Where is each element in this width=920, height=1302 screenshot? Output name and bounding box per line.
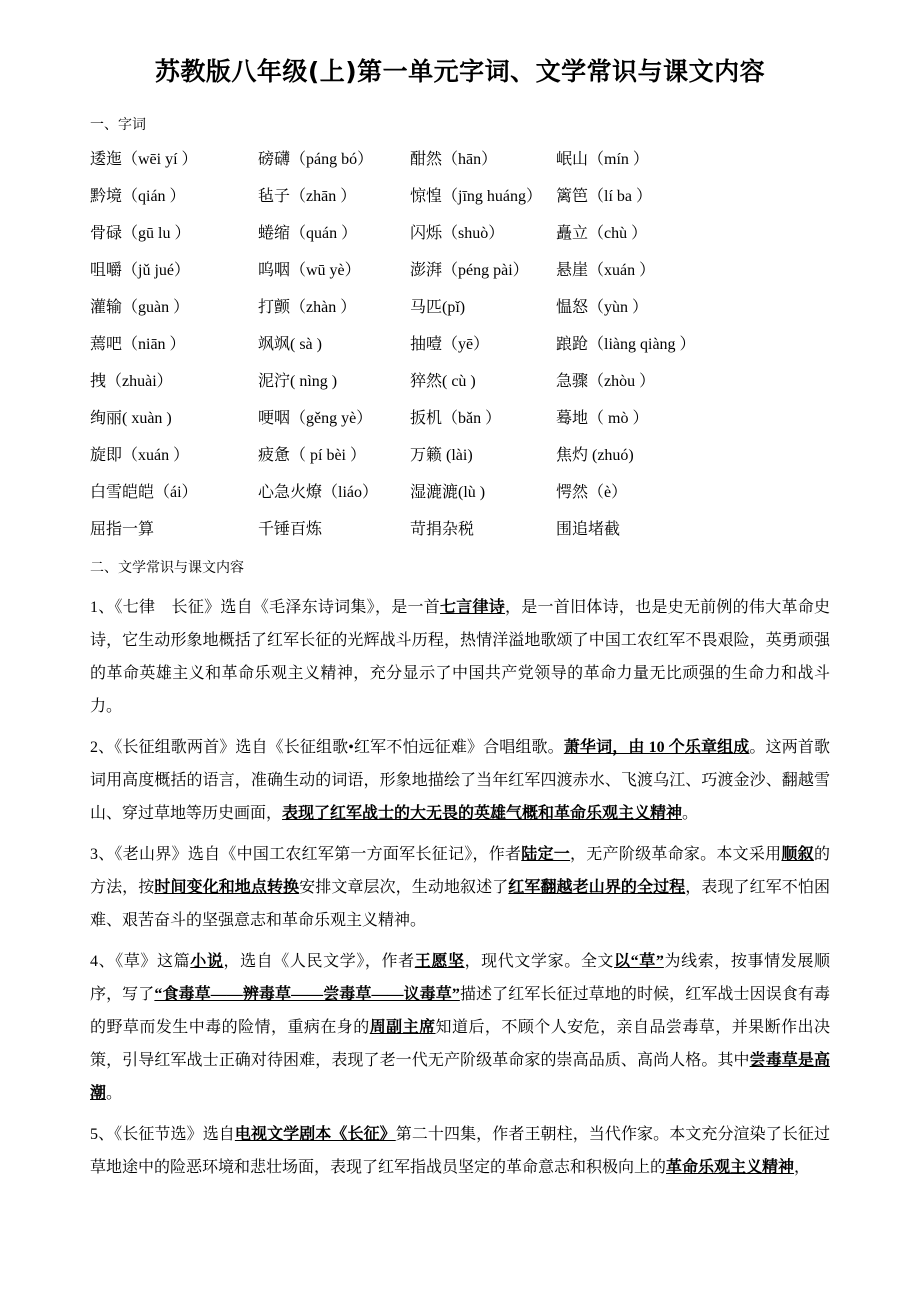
word-row — [90, 150, 830, 170]
emphasized-text: 表现了红军战士的大无畏的英雄气概和革命乐观主义精神 — [282, 805, 683, 822]
word-item: 骨碌（gū lu ） — [90, 225, 191, 242]
word-item: 蓦地（ mò ） — [556, 410, 649, 427]
text-run: 知道后，不顾个人安危，亲自品尝毒草，并果断作出决策，引导红军战士正确对待困难，表现了老一代无产阶级革命家的崇高品质、高尚人格。其中 — [90, 1019, 830, 1069]
word-item: 马匹(pǐ) — [410, 299, 466, 316]
word-item: 磅礴（páng bó） — [258, 151, 374, 168]
text-run: 。 — [106, 1085, 123, 1102]
text-run: ， — [794, 1159, 811, 1176]
word-item: 旋即（xuán ） — [90, 447, 190, 464]
word-item: 闪烁（shuò） — [410, 225, 505, 242]
word-item: 灌输（guàn ） — [90, 299, 190, 316]
word-item: 湿漉漉(lù ) — [410, 484, 486, 501]
text-run: 1、《七律 长征》选自《毛泽东诗词集》，是一首 — [90, 599, 440, 616]
word-item: 黔境（qián ） — [90, 188, 186, 205]
word-item: 踉跄（liàng qiàng ） — [556, 336, 696, 353]
text-run: ，无产阶级革命家。本文采用 — [570, 846, 782, 863]
word-row — [90, 335, 830, 355]
word-item: 心急火燎（liáo） — [258, 484, 378, 501]
word-row — [90, 483, 830, 503]
word-item: 蔫吧（niān ） — [90, 336, 186, 353]
section-content-heading: 二、文学常识与课文内容 — [90, 561, 244, 576]
word-item: 苛捐杂税 — [410, 521, 475, 538]
word-item: 悬崖（xuán ） — [556, 262, 656, 279]
word-row — [90, 520, 830, 540]
word-item: 飒飒( sà ) — [258, 336, 322, 353]
emphasized-text: 王愿坚 — [414, 953, 465, 970]
word-row — [90, 261, 830, 281]
content-paragraph — [90, 945, 830, 1110]
word-item: 咀嚼（jǔ jué） — [90, 262, 190, 279]
text-run: ，现代文学家。全文 — [464, 953, 615, 970]
word-item: 逶迤（wēi yí ） — [90, 151, 198, 168]
word-row — [90, 187, 830, 207]
text-run: 为线索，按事情发展顺序，写了 — [90, 953, 830, 1003]
word-item: 愠怒（yùn ） — [556, 299, 649, 316]
content-paragraph — [90, 591, 830, 723]
emphasized-text: 电视文学剧本《长征》 — [234, 1126, 396, 1143]
emphasized-text: 以“草” — [614, 953, 664, 970]
word-item: 白雪皑皑（ái） — [90, 484, 198, 501]
word-item: 泥泞( nìng ) — [258, 373, 338, 390]
content-paragraph — [90, 731, 830, 830]
word-item: 围追堵截 — [556, 521, 621, 538]
emphasized-text: 萧华词，由 10 个乐章组成 — [563, 739, 750, 756]
word-item: 拽（zhuài） — [90, 373, 173, 390]
content-paragraphs — [90, 591, 830, 1184]
emphasized-text: “食毒草——辨毒草——尝毒草——议毒草” — [154, 986, 460, 1003]
word-item: 哽咽（gěng yè） — [258, 410, 373, 427]
emphasized-text: 红军翻越老山界的全过程 — [508, 879, 686, 896]
word-row — [90, 446, 830, 466]
word-row — [90, 224, 830, 244]
word-row — [90, 372, 830, 392]
word-item: 岷山（mín ） — [556, 151, 649, 168]
word-item: 千锤百炼 — [258, 521, 323, 538]
emphasized-text: 时间变化和地点转换 — [154, 879, 300, 896]
text-run: ，选自《人民文学》，作者 — [223, 953, 415, 970]
section-words-heading: 一、字词 — [90, 118, 146, 133]
emphasized-text: 小说 — [190, 953, 224, 970]
word-item: 疲惫（ pí bèi ） — [258, 447, 366, 464]
word-item: 呜咽（wū yè） — [258, 262, 361, 279]
word-list — [90, 150, 830, 540]
word-item: 惊惶（jīng huáng） — [410, 188, 542, 205]
text-run: 安排文章层次，生动地叙述了 — [299, 879, 509, 896]
document-title: 苏教版八年级(上)第一单元字词、文学常识与课文内容 — [154, 57, 766, 86]
text-run: 描述了红军长征过草地的时候，红军战士因误食有毒的野草而发生中毒的险情，重病在身的 — [90, 986, 830, 1036]
word-row — [90, 298, 830, 318]
emphasized-text: 周副主席 — [369, 1019, 436, 1036]
word-item: 万籁 (lài) — [410, 447, 473, 464]
content-paragraph — [90, 838, 830, 937]
text-run: ，是一首旧体诗，也是史无前例的伟大革命史诗，它生动形象地概括了红军长征的光辉战斗历程，热情洋溢地歌颂了中国工农红军不畏艰险，英勇顽强的革命英雄主义和革命乐观主义精神，充分显示了中国共产党领导的革命力量无比顽强的生命力和战斗力。 — [90, 599, 830, 715]
text-run: 的方法，按 — [90, 846, 830, 896]
word-item: 蜷缩（quán ） — [258, 225, 358, 242]
emphasized-text: 顺叙 — [781, 846, 814, 863]
word-item: 抽噎（yē） — [410, 336, 490, 353]
text-run: 。 — [682, 805, 699, 822]
text-run: 2、《长征组歌两首》选自《长征组歌•红军不怕远征难》合唱组歌。 — [90, 739, 564, 756]
word-item: 篱笆（lí ba ） — [556, 188, 652, 205]
text-run: 3、《老山界》选自《中国工农红军第一方面军长征记》，作者 — [90, 846, 522, 863]
word-row — [90, 409, 830, 429]
emphasized-text: 革命乐观主义精神 — [666, 1159, 795, 1176]
word-item: 急骤（zhòu ） — [556, 373, 656, 390]
word-item: 酣然（hān） — [410, 151, 498, 168]
word-item: 愕然（è） — [556, 484, 628, 501]
word-item: 矗立（chù ） — [556, 225, 648, 242]
text-run: ，表现了红军不怕困难、艰苦奋斗的坚强意志和革命乐观主义精神。 — [90, 879, 830, 929]
word-item: 屈指一算 — [90, 521, 155, 538]
word-item: 焦灼 (zhuó) — [556, 447, 634, 464]
text-run: 5、《长征节选》选自 — [90, 1126, 235, 1143]
word-item: 打颤（zhàn ） — [258, 299, 357, 316]
emphasized-text: 陆定一 — [521, 846, 571, 863]
text-run: 。这两首歌词用高度概括的语言，准确生动的词语，形象地描绘了当年红军四渡赤水、飞渡乌江、巧渡金沙、翻越雪山、穿过草地等历史画面， — [90, 739, 830, 822]
text-run: 第二十四集，作者王朝柱，当代作家。本文充分渲染了长征过草地途中的险恶环境和悲壮场面，表现了红军指战员坚定的革命意志和积极向上的 — [90, 1126, 830, 1176]
emphasized-text: 尝毒草是高潮 — [90, 1052, 830, 1102]
text-run: 4、《草》这篇 — [90, 953, 191, 970]
word-item: 毡子（zhān ） — [258, 188, 357, 205]
word-item: 绚丽( xuàn ) — [90, 410, 172, 427]
content-paragraph — [90, 1118, 830, 1184]
word-item: 澎湃（péng pài） — [410, 262, 529, 279]
emphasized-text: 七言律诗 — [439, 599, 506, 616]
word-item: 猝然( cù ) — [410, 373, 476, 390]
word-item: 扳机（bǎn ） — [410, 410, 502, 427]
